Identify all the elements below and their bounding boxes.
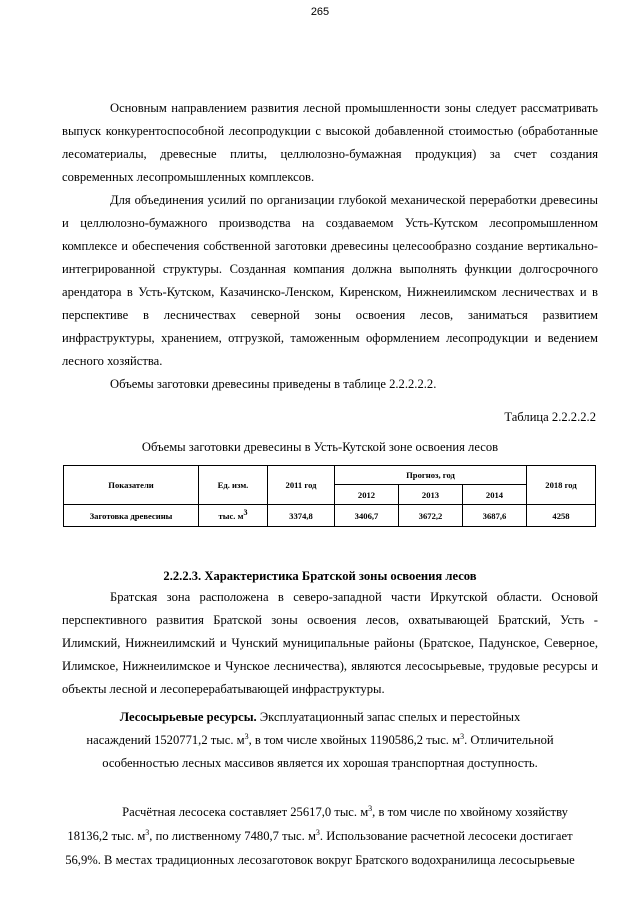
table-row xyxy=(64,505,596,527)
paragraph-table-reference: Объемы заготовки древесины приведены в таблице 2.2.2.2.2. xyxy=(110,377,437,391)
value-2013: 3672,2 xyxy=(399,505,463,527)
row-indicator: Заготовка древесины xyxy=(64,505,199,527)
resources-bold-lead: Лесосырьевые ресурсы. xyxy=(119,710,257,724)
section-heading: 2.2.2.3. Характеристика Братской зоны освоения лесов xyxy=(163,569,477,583)
resources-block xyxy=(0,706,640,775)
value-2011: 3374,8 xyxy=(268,505,335,527)
resources-line-1: Лесосырьевые ресурсы. Эксплуатационный запас спелых и перестойных xyxy=(119,710,521,724)
value-2012: 3406,7 xyxy=(335,505,399,527)
paragraph-vertical-integration: Для объединения усилий по организации глубокой механической переработки древесины и целлюлозно-бумажного производства на создаваемом Усть-Кутском лесопромышленном комплексе и обеспечения собственной заготовки древесины целесообразно создание вертикально-интегрированной структуры. Созданная компания должна выполнять функции долгосрочного арендатора в Усть-Кутском, Казачинско-Ленском, Киренском, Нижнеилимском лесничествах и в перспективе в лесничествах северной зоны освоения лесов, заниматься развитием инфраструктуры, хранением, отгрузкой, таможенным оформлением лесопродукции и ведением лесного хозяйства. xyxy=(62,193,598,368)
header-forecast: Прогноз, год xyxy=(335,466,527,485)
header-2013: 2013 xyxy=(399,485,463,505)
paragraph-bratsk-zone: Братская зона расположена в северо-западной части Иркутской области. Основой перспективного развития Братской зоны освоения лесов, охватывающей Братский, Усть - Илимский, Нижнеилимский и Чунский муниципальные районы (Братское, Падунское, Северное, Илимское, Нижнеилимское и Чунское лесничества), являются лесосырьевые, трудовые ресурсы и объекты лесной и лесоперерабатывающей инфраструктуры. xyxy=(62,590,598,696)
resources-line-3: особенностью лесных массивов является их хорошая транспортная доступность. xyxy=(102,756,538,770)
estimate-block xyxy=(0,800,640,872)
header-2018: 2018 год xyxy=(527,466,596,505)
row-unit: тыс. $м^3$ xyxy=(199,505,268,527)
header-indicator: Показатели xyxy=(64,466,199,505)
value-2014: 3687,6 xyxy=(463,505,527,527)
table-label: Таблица 2.2.2.2.2 xyxy=(504,410,596,424)
estimate-line-1: Расчётная лесосека составляет 25617,0 тыс. $м^3$, в том числе по хвойному хозяйству xyxy=(122,803,568,819)
resources-line-2: насаждений 1520771,2 тыс. $м^3$, в том числе хвойных 1190586,2 тыс. $м^3$. Отличительной xyxy=(86,731,554,747)
table-title: Объемы заготовки древесины в Усть-Кутской зоне освоения лесов xyxy=(141,440,499,454)
estimate-line-2: 18136,2 тыс. $м^3$, по лиственному 7480,7 тыс. $м^3$. Использование расчетной лесосеки достигает xyxy=(67,827,573,843)
harvest-volume-table xyxy=(63,465,596,527)
header-2012: 2012 xyxy=(335,485,399,505)
page-number: 265 xyxy=(310,6,330,18)
estimate-line-3: 56,9%. В местах традиционных лесозаготовок вокруг Братского водохранилища лесосырьевые xyxy=(65,853,575,867)
header-unit: Ед. изм. xyxy=(199,466,268,505)
value-2018: 4258 xyxy=(527,505,596,527)
header-2011: 2011 год xyxy=(268,466,335,505)
header-2014: 2014 xyxy=(463,485,527,505)
paragraph-industry-direction: Основным направлением развития лесной промышленности зоны следует рассматривать выпуск конкурентоспособной лесопродукции с высокой добавленной стоимостью (обработанные лесоматериалы, древесные плиты, целлюлозно-бумажная продукция) за счет создания современных лесопромышленных комплексов. xyxy=(62,101,598,184)
